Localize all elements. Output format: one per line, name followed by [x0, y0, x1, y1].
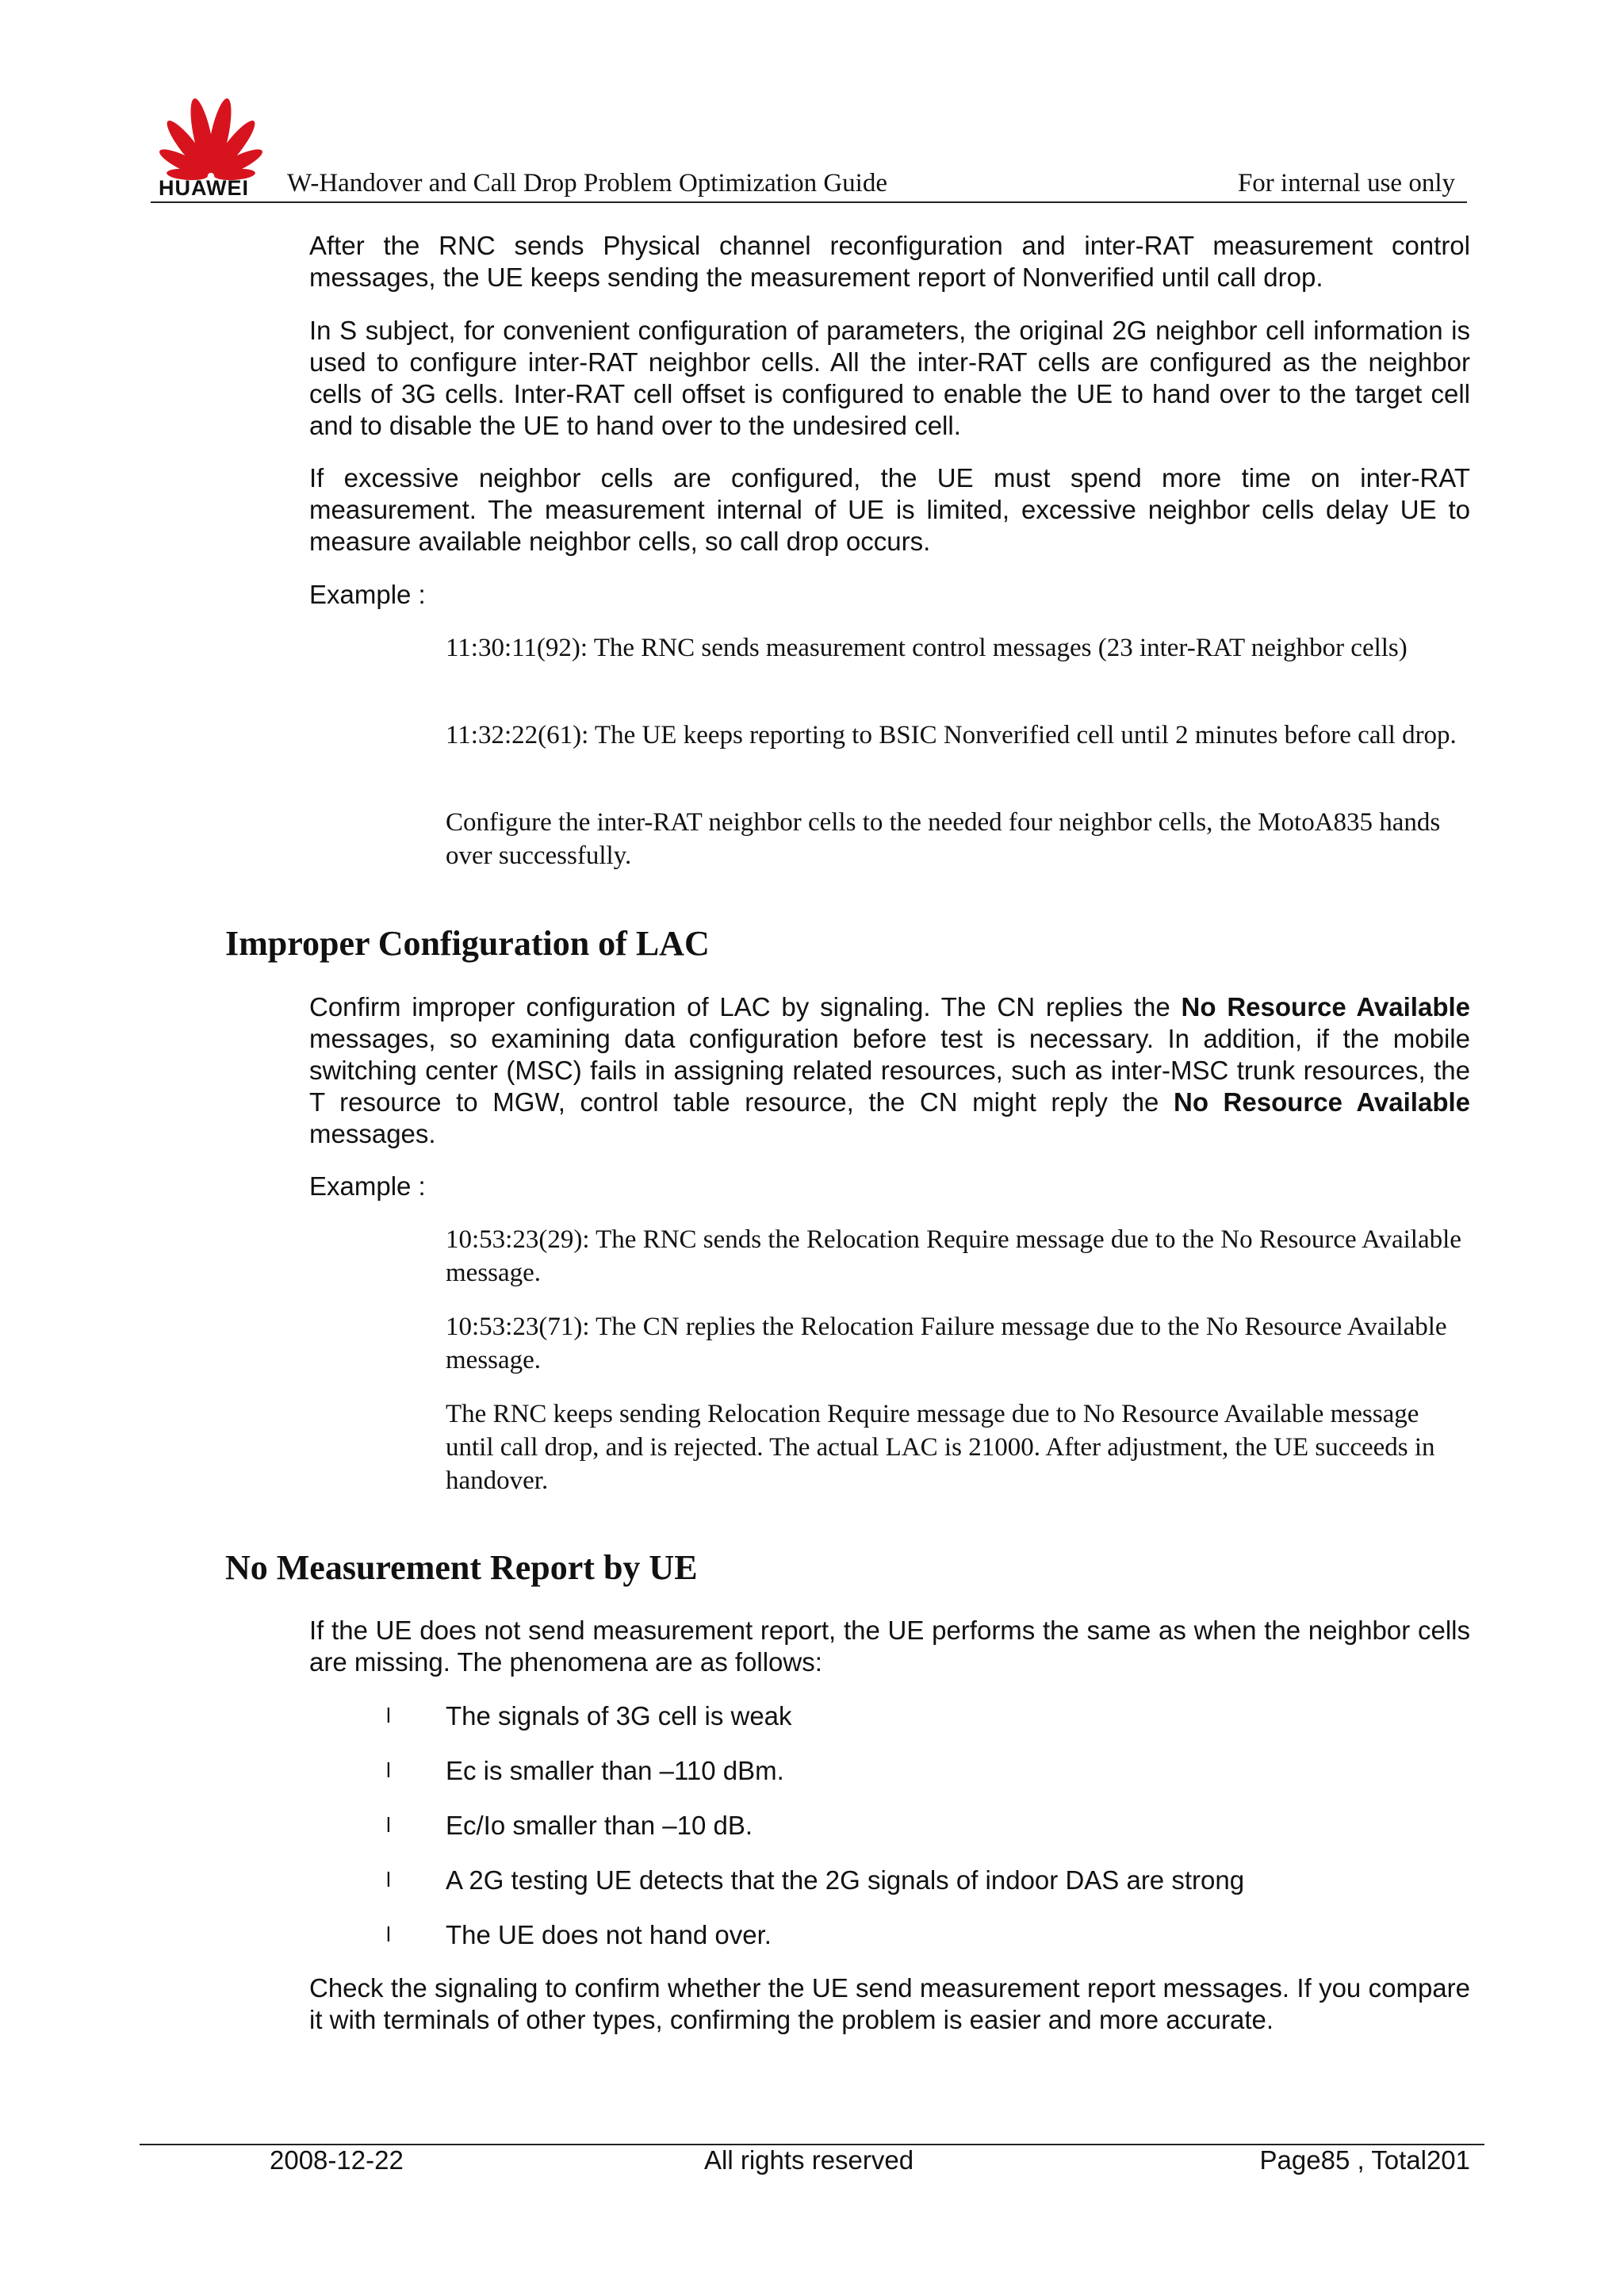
- paragraph-s-subject: In S subject, for convenient configuration of parameters, the original 2G neighbor cell information is used to configure inter-RAT neighbor cells. All the inter-RAT cells are configured as the neighbor cells of 3G cells. Inter-RAT cell offset is configured to enable the UE to hand over to the target cell and to disable the UE to hand over to the undesired cell.: [309, 316, 1470, 440]
- paragraph-nonverified: After the RNC sends Physical channel reconfiguration and inter-RAT measurement control messages, the UE keeps sending the measurement report of Nonverified until call drop.: [309, 231, 1470, 292]
- example-line: Configure the inter-RAT neighbor cells to the needed four neighbor cells, the MotoA835 hands over successfully.: [446, 808, 1441, 870]
- section-heading-no-measurement-report: No Measurement Report by UE: [225, 1548, 698, 1587]
- bullet-icon: l: [386, 1922, 391, 1946]
- bold-term: No Resource Available: [1181, 992, 1471, 1022]
- header-divider: [151, 201, 1467, 203]
- bold-term: No Resource Available: [1173, 1087, 1471, 1117]
- bullet-item: Ec is smaller than –110 dBm.: [446, 1756, 784, 1785]
- example-line: 11:32:22(61): The UE keeps reporting to BSIC Nonverified cell until 2 minutes before call drop.: [446, 721, 1457, 749]
- example-line: 10:53:23(71): The CN replies the Relocation Failure message due to the No Resource Available message.: [446, 1313, 1447, 1374]
- classification-label: For internal use only: [1237, 169, 1455, 197]
- paragraph-excessive-neighbors: If excessive neighbor cells are configured, the UE must spend more time on inter-RAT measurement. The measurement internal of UE is limited, excessive neighbor cells delay UE to measure available neighbor cells, so call drop occurs.: [309, 463, 1470, 556]
- example-label: Example :: [309, 580, 426, 609]
- bullet-icon: l: [386, 1868, 391, 1892]
- paragraph-lac: Confirm improper configuration of LAC by signaling. The CN replies the No Resource Available messages, so examining data configuration before test is necessary. In addition, if the mobile switching center (MSC) fails in assigning related resources, such as inter-MSC trunk resources, the T resource to MGW, control table resource, the CN might reply the No Resource Available messages.: [309, 992, 1471, 1148]
- paragraph-no-report: If the UE does not send measurement report, the UE performs the same as when the neighbor cells are missing. The phenomena are as follows:: [309, 1616, 1470, 1677]
- footer-page-number: Page85 , Total201: [1259, 2145, 1470, 2175]
- bullet-icon: l: [386, 1704, 391, 1727]
- bullet-icon: l: [386, 1813, 391, 1837]
- example-line: 11:30:11(92): The RNC sends measurement control messages (23 inter-RAT neighbor cells): [446, 634, 1408, 662]
- footer-date: 2008-12-22: [270, 2145, 404, 2175]
- example-label: Example :: [309, 1171, 426, 1201]
- bullet-item: The UE does not hand over.: [446, 1920, 772, 1949]
- footer-rights: All rights reserved: [704, 2145, 914, 2175]
- bullet-item: Ec/Io smaller than –10 dB.: [446, 1811, 753, 1840]
- section-heading-lac: Improper Configuration of LAC: [225, 924, 710, 963]
- logo-wordmark: HUAWEI: [159, 176, 249, 200]
- paragraph-check-signaling: Check the signaling to confirm whether the UE send measurement report messages. If you compare it with terminals of other types, confirming the problem is easier and more accurate.: [309, 1973, 1470, 2034]
- document-title: W-Handover and Call Drop Problem Optimization Guide: [287, 169, 888, 197]
- bullet-item: A 2G testing UE detects that the 2G signals of indoor DAS are strong: [446, 1865, 1245, 1895]
- example-line: The RNC keeps sending Relocation Require message due to No Resource Available message until call drop, and is rejected. The actual LAC is 21000. After adjustment, the UE succeeds in handover.: [446, 1400, 1435, 1495]
- bullet-icon: l: [386, 1758, 391, 1782]
- bullet-item: The signals of 3G cell is weak: [446, 1701, 792, 1731]
- example-line: 10:53:23(29): The RNC sends the Relocation Require message due to the No Resource Available message.: [446, 1225, 1461, 1287]
